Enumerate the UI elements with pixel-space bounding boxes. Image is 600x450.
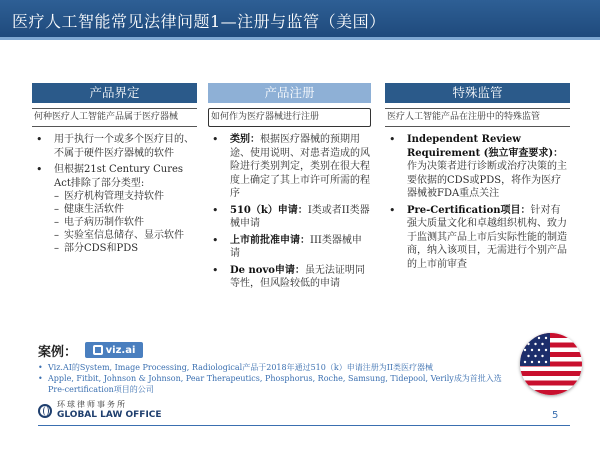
- bullet-term: 上市前批准申请：: [230, 234, 310, 246]
- vizai-logo-icon: [93, 345, 103, 355]
- sub-list-item: – 健康生活软件: [54, 203, 197, 216]
- column-header: 产品注册: [208, 83, 371, 103]
- bullet-list: [385, 133, 570, 271]
- case-label: 案例：: [38, 344, 78, 360]
- column-subheader: 如何作为医疗器械进行注册: [208, 108, 371, 127]
- column-subheader: 何种医疗人工智能产品属于医疗器械: [32, 108, 197, 127]
- column-special-regulation: [385, 83, 570, 274]
- case-note: • Apple, Fitbit, Johnson & Johnson, Pear Therapeutics, Phosphorus, Roche, Samsung, Tidepool, Verily成为首批入选Pre-certification项目的公司: [38, 373, 518, 395]
- bullet-list: [32, 133, 197, 255]
- column-header: 产品界定: [32, 83, 197, 103]
- list-item: [208, 133, 371, 201]
- list-item: [385, 204, 570, 272]
- bullet-term: De novo申请：: [230, 264, 305, 276]
- list-item: [208, 264, 371, 291]
- company-name-cn: 环球律师事务所: [57, 400, 127, 409]
- sub-list-item: – 实验室信息储存、显示软件: [54, 229, 197, 242]
- globe-icon: [38, 404, 52, 418]
- footer-company: [57, 400, 162, 421]
- list-item: [32, 163, 197, 255]
- title-bar: [0, 0, 600, 40]
- case-notes: [38, 362, 518, 395]
- bullet-text: I类或者II类器械申请: [230, 204, 370, 229]
- bullet-text: 作为决策者进行诊断或治疗决策的主要依据的CDS或PDS，将作为医疗器械被FDA重点关注: [407, 161, 567, 199]
- bullet-term: Independent Review Requirement (独立审查要求)：: [407, 134, 564, 159]
- company-name-en: GLOBAL LAW OFFICE: [57, 410, 162, 420]
- us-flag-icon: [520, 333, 582, 395]
- list-item: [208, 234, 371, 261]
- sub-list: [54, 190, 197, 255]
- list-item: [32, 133, 197, 160]
- vizai-logo-text: viz.ai: [105, 344, 136, 356]
- bullet-term: 类别：: [230, 134, 260, 145]
- column-header: 特殊监管: [385, 83, 570, 103]
- sub-list-item: – 医疗机构管理支持软件: [54, 190, 197, 203]
- vizai-logo: [85, 342, 143, 358]
- case-note: • Viz.AI的System, Image Processing, Radiological产品于2018年通过510（k）申请注册为II类医疗器械: [38, 362, 518, 373]
- footer-divider: [38, 425, 570, 426]
- bullet-term: 510（k）申请：: [230, 204, 308, 216]
- bullet-text: 虽无法证明同等性，但风险较低的申请: [230, 264, 365, 289]
- sub-list-item: – 部分CDS和PDS: [54, 242, 197, 255]
- bullet-term: Pre-Certification项目：: [407, 204, 531, 216]
- bullet-text: III类器械申请: [230, 234, 362, 259]
- list-item: [208, 204, 371, 231]
- sub-list-item: – 电子病历制作软件: [54, 216, 197, 229]
- page-number: 5: [552, 410, 559, 421]
- column-product-registration: [208, 83, 371, 294]
- list-item: [385, 133, 570, 201]
- bullet-text: 根据医疗器械的预期用途、使用说明、对患者造成的风险进行类别判定，类别在很大程度上确定了其上市许可所需的程序: [230, 134, 370, 199]
- case-row: [38, 340, 143, 360]
- bullet-text: 用于执行一个或多个医疗目的、不属于硬件医疗器械的软件: [54, 134, 194, 159]
- column-subheader: 医疗人工智能产品在注册中的特殊监管: [385, 108, 570, 127]
- bullet-text: 但根据21st Century Cures Act排除了部分类型:: [54, 164, 184, 189]
- footer-logo: [38, 400, 162, 421]
- bullet-list: [208, 133, 371, 291]
- page-title: 医疗人工智能常见法律问题1—注册与监管（美国）: [12, 12, 386, 31]
- column-product-definition: [32, 83, 197, 258]
- bullet-text: 针对有强大质量文化和卓越组织机构、致力于监测其产品上市后实际性能的制造商，纳入该项目，无需进行个别产品的上市前审查: [407, 204, 567, 270]
